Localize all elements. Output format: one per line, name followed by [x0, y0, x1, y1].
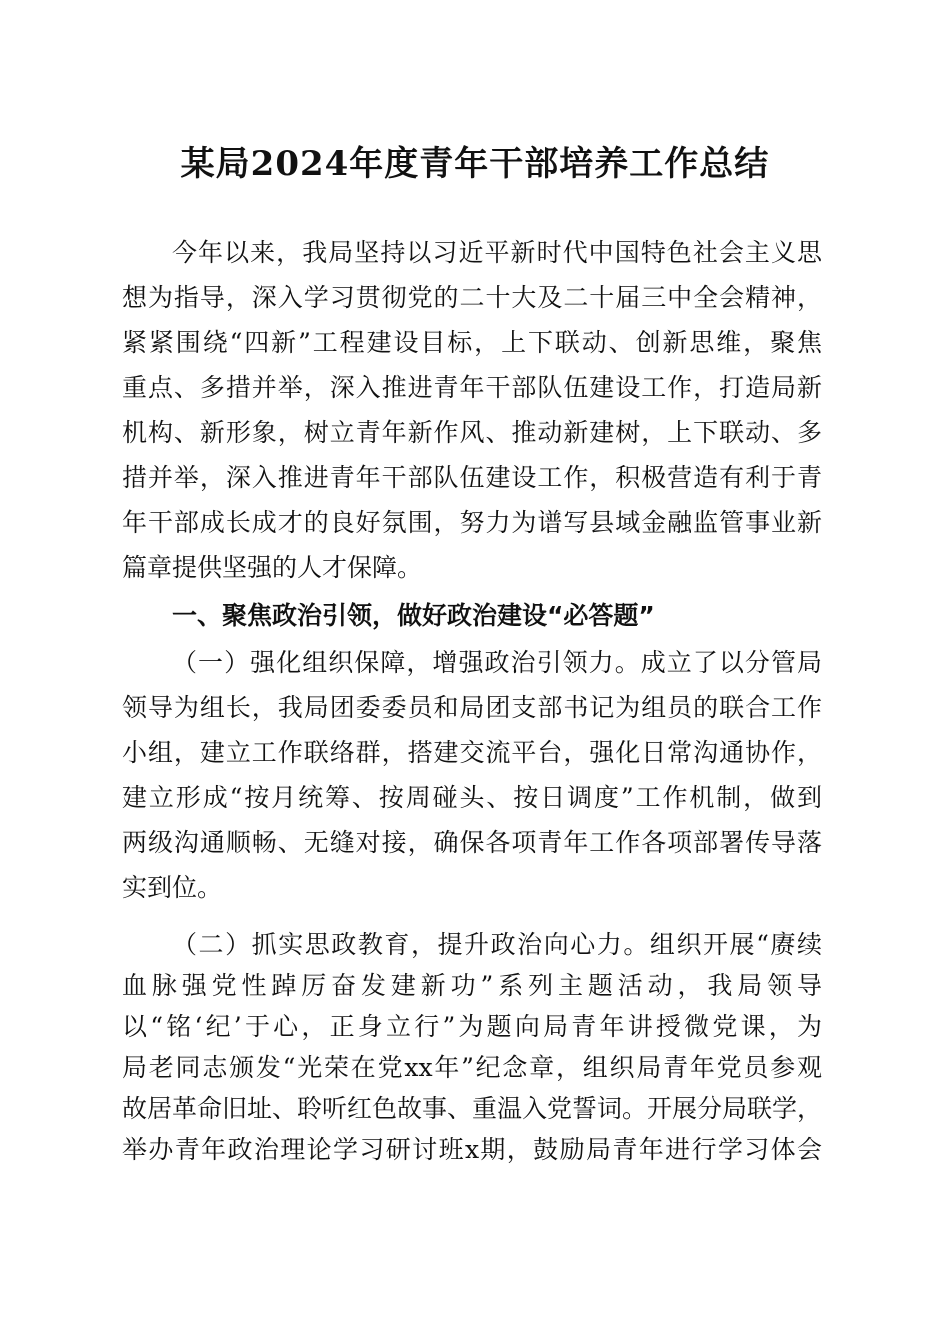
text-line: 小组，建立工作联络群，搭建交流平台，强化日常沟通协作， — [122, 738, 822, 767]
text-line: 建立形成“按月统筹、按周碰头、按日调度”工作机制，做到 — [122, 783, 822, 812]
text-line: （二）抓实思政教育，提升政治向心力。组织开展“赓续 — [172, 930, 822, 959]
text-line: 措并举，深入推进青年干部队伍建设工作，积极营造有利于青 — [122, 463, 822, 492]
text-line: 重点、多措并举，深入推进青年干部队伍建设工作，打造局新 — [122, 373, 822, 402]
document-body — [122, 230, 822, 1170]
text-line: 紧紧围绕“四新”工程建设目标，上下联动、创新思维，聚焦 — [122, 328, 822, 357]
text-line: 机构、新形象，树立青年新作风、推动新建树，上下联动、多 — [122, 418, 822, 447]
paragraph-education — [122, 924, 822, 1170]
text-line: 想为指导，深入学习贯彻党的二十大及二十届三中全会精神， — [122, 283, 822, 312]
text-line: 故居革命旧址、聆听红色故事、重温入党誓词。开展分局联学， — [122, 1094, 823, 1123]
text-line: 血脉强党性踔厉奋发建新功”系列主题活动，我局领导 — [122, 971, 822, 1000]
text-line: 领导为组长，我局团委委员和局团支部书记为组员的联合工作 — [122, 693, 822, 722]
paragraph-intro — [122, 230, 822, 590]
section-heading: 一、聚焦政治引领，做好政治建设“必答题” — [172, 601, 655, 630]
paragraph-organization — [122, 640, 822, 910]
text-line: 今年以来，我局坚持以习近平新时代中国特色社会主义思 — [172, 238, 822, 267]
text-line: （一）强化组织保障，增强政治引领力。成立了以分管局 — [172, 648, 822, 677]
text-line: 篇章提供坚强的人才保障。 — [122, 553, 423, 582]
text-line: 实到位。 — [122, 873, 223, 902]
text-line: 以“铭‘纪’于心，正身立行”为题向局青年讲授微党课，为 — [122, 1012, 822, 1041]
text-line: 举办青年政治理论学习研讨班x期，鼓励局青年进行学习体会 — [122, 1135, 822, 1164]
text-line: 局老同志颁发“光荣在党xx年”纪念章，组织局青年党员参观 — [122, 1053, 822, 1082]
text-line: 年干部成长成才的良好氛围，努力为谱写县域金融监管事业新 — [122, 508, 822, 537]
document-title: 某局2024年度青年干部培养工作总结 — [180, 144, 770, 184]
text-line: 两级沟通顺畅、无缝对接，确保各项青年工作各项部署传导落 — [122, 828, 822, 857]
